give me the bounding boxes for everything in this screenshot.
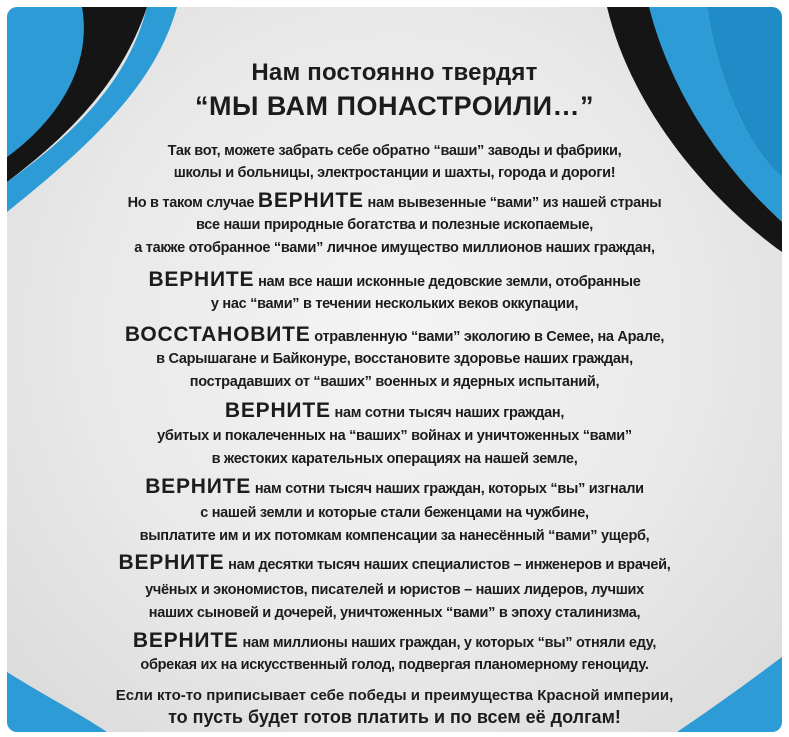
block3-verb: ВЕРНИТЕ [148, 268, 255, 291]
poster-card [7, 7, 782, 732]
closing-line-2: то пусть будет готов платить и по всем её долгам! [168, 707, 621, 727]
block5-line1 [47, 401, 742, 423]
block8-line2: обрекая их на искусственный голод, подвергая планомерному геноциду. [140, 657, 649, 673]
block8-verb: ВЕРНИТЕ [132, 629, 239, 652]
poster-text [7, 7, 782, 732]
block7-verb: ВЕРНИТЕ [118, 551, 225, 574]
title-line-1: Нам постоянно твердят [251, 59, 538, 86]
block6-line1 [47, 477, 742, 499]
closing-line-1: Если кто-то приписывает себе победы и преимущества Красной империи, [115, 687, 674, 704]
block7-rest: нам десятки тысяч наших специалистов – инженеров и врачей, [228, 557, 671, 573]
block6-rest: нам сотни тысяч наших граждан, которых “вы” изгнали [254, 481, 644, 497]
block6-line2: с нашей земли и которые стали беженцами на чужбине, [200, 505, 589, 521]
block6-verb: ВЕРНИТЕ [145, 475, 252, 498]
block5-verb: ВЕРНИТЕ [224, 399, 331, 422]
block7-line3: наших сыновей и дочерей, уничтоженных “вами” в эпоху сталинизма, [148, 605, 641, 621]
block2-verb: ВЕРНИТЕ [257, 189, 364, 212]
block1-line2: школы и больницы, электростанции и шахты, города и дороги! [173, 165, 616, 181]
block7-line1 [47, 553, 742, 575]
block5-rest: нам сотни тысяч наших граждан, [334, 405, 565, 421]
block6-line3: выплатите им и их потомкам компенсации за нанесённый “вами” ущерб, [139, 528, 650, 544]
block3-line1 [47, 270, 742, 292]
block2-line1 [47, 191, 742, 213]
block5-line2: убитых и покалеченных на “ваших” войнах и уничтоженных “вами” [157, 428, 632, 444]
block4-line1 [47, 325, 742, 347]
block5-line3: в жестоких карательных операциях на нашей земле, [211, 451, 578, 467]
block8-line1 [47, 631, 742, 653]
block2-line2: все наши природные богатства и полезные ископаемые, [195, 217, 594, 233]
block3-rest: нам все наши исконные дедовские земли, отобранные [258, 274, 641, 290]
block4-verb: ВОССТАНОВИТЕ [124, 323, 311, 346]
block2-rest: нам вывезенные “вами” из нашей страны [367, 195, 662, 211]
block7-line2: учёных и экономистов, писателей и юристов – наших лидеров, лучших [145, 582, 644, 598]
block4-rest: отравленную “вами” экологию в Семее, на Арале, [314, 329, 665, 345]
block4-line3: пострадавших от “ваших” военных и ядерных испытаний, [189, 374, 600, 390]
title-line-2: “МЫ ВАМ ПОНАСТРОИЛИ…” [194, 91, 595, 121]
block2-pre: Но в таком случае [127, 195, 255, 211]
block1-line1: Так вот, можете забрать себе обратно “ваши” заводы и фабрики, [167, 143, 622, 159]
block8-rest: нам миллионы наших граждан, у которых “вы” отняли еду, [242, 635, 657, 651]
block4-line2: в Сарышагане и Байконуре, восстановите здоровье наших граждан, [156, 351, 633, 367]
block3-line2: у нас “вами” в течении нескольких веков оккупации, [210, 296, 579, 312]
block2-line3: а также отобранное “вами” личное имущество миллионов наших граждан, [134, 240, 655, 256]
